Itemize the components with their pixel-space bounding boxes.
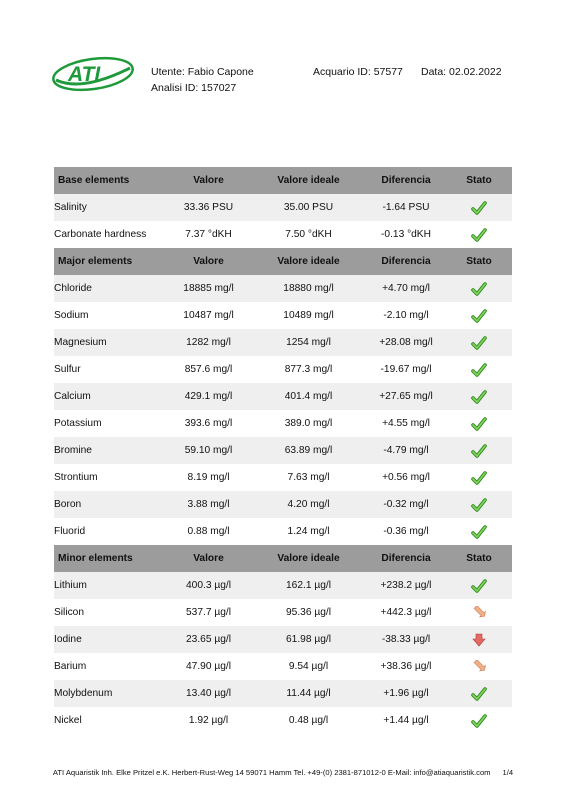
- difference-value: -2.10 mg/l: [366, 302, 446, 329]
- status-cell: [446, 329, 512, 356]
- status-cell: [446, 275, 512, 302]
- status-cell: [446, 194, 512, 221]
- element-name: Magnesium: [54, 329, 166, 356]
- difference-value: +238.2 µg/l: [366, 572, 446, 599]
- green-check-icon: [471, 715, 487, 726]
- table-row: [54, 329, 512, 356]
- status-cell: [446, 518, 512, 545]
- section-title: Major elements: [54, 248, 166, 275]
- element-name: Silicon: [54, 599, 166, 626]
- measured-value: 33.36 PSU: [166, 194, 251, 221]
- measured-value: 13.40 µg/l: [166, 680, 251, 707]
- measured-value: 400.3 µg/l: [166, 572, 251, 599]
- measured-value: 10487 mg/l: [166, 302, 251, 329]
- section-title: Base elements: [54, 167, 166, 194]
- difference-value: +38.36 µg/l: [366, 653, 446, 680]
- ideal-value: 0.48 µg/l: [251, 707, 366, 734]
- ideal-value: 10489 mg/l: [251, 302, 366, 329]
- measured-value: 7.37 °dKH: [166, 221, 251, 248]
- green-check-icon: [471, 310, 487, 321]
- table-row: [54, 194, 512, 221]
- difference-value: -0.13 °dKH: [366, 221, 446, 248]
- measured-value: 429.1 mg/l: [166, 383, 251, 410]
- ideal-value: 389.0 mg/l: [251, 410, 366, 437]
- element-name: Barium: [54, 653, 166, 680]
- orange-arrow-icon: [471, 661, 487, 672]
- table-row: [54, 383, 512, 410]
- element-name: Salinity: [54, 194, 166, 221]
- measured-value: 3.88 mg/l: [166, 491, 251, 518]
- ideal-value: 877.3 mg/l: [251, 356, 366, 383]
- element-name: Sodium: [54, 302, 166, 329]
- status-cell: [446, 707, 512, 734]
- element-name: Fluorid: [54, 518, 166, 545]
- difference-value: +28.08 mg/l: [366, 329, 446, 356]
- measured-value: 23.65 µg/l: [166, 626, 251, 653]
- status-cell: [446, 221, 512, 248]
- ideal-value: 4.20 mg/l: [251, 491, 366, 518]
- ideal-value: 7.50 °dKH: [251, 221, 366, 248]
- element-name: Boron: [54, 491, 166, 518]
- col-header-status: Stato: [446, 545, 512, 572]
- status-cell: [446, 383, 512, 410]
- measured-value: 537.7 µg/l: [166, 599, 251, 626]
- green-check-icon: [471, 391, 487, 402]
- table-row: [54, 518, 512, 545]
- element-name: Iodine: [54, 626, 166, 653]
- measured-value: 1.92 µg/l: [166, 707, 251, 734]
- difference-value: -38.33 µg/l: [366, 626, 446, 653]
- section-header-row: [54, 545, 512, 572]
- difference-value: -4.79 mg/l: [366, 437, 446, 464]
- green-check-icon: [471, 526, 487, 537]
- status-cell: [446, 599, 512, 626]
- difference-value: +27.65 mg/l: [366, 383, 446, 410]
- green-check-icon: [471, 688, 487, 699]
- col-header-value: Valore: [166, 167, 251, 194]
- ideal-value: 162.1 µg/l: [251, 572, 366, 599]
- col-header-status: Stato: [446, 167, 512, 194]
- section-header-row: [54, 167, 512, 194]
- ideal-value: 35.00 PSU: [251, 194, 366, 221]
- ideal-value: 11.44 µg/l: [251, 680, 366, 707]
- green-check-icon: [471, 229, 487, 240]
- ideal-value: 7.63 mg/l: [251, 464, 366, 491]
- element-name: Bromine: [54, 437, 166, 464]
- status-cell: [446, 491, 512, 518]
- difference-value: -0.32 mg/l: [366, 491, 446, 518]
- status-cell: [446, 302, 512, 329]
- status-cell: [446, 572, 512, 599]
- element-name: Chloride: [54, 275, 166, 302]
- logo-text: ATI: [68, 63, 101, 86]
- measured-value: 0.88 mg/l: [166, 518, 251, 545]
- table-row: [54, 302, 512, 329]
- footer: [0, 768, 566, 777]
- status-cell: [446, 626, 512, 653]
- status-cell: [446, 653, 512, 680]
- green-check-icon: [471, 445, 487, 456]
- col-header-difference: Diferencia: [366, 248, 446, 275]
- results-table: [54, 167, 512, 734]
- element-name: Lithium: [54, 572, 166, 599]
- measured-value: 857.6 mg/l: [166, 356, 251, 383]
- col-header-value: Valore: [166, 248, 251, 275]
- difference-value: +1.96 µg/l: [366, 680, 446, 707]
- table-row: [54, 464, 512, 491]
- element-name: Potassium: [54, 410, 166, 437]
- green-check-icon: [471, 499, 487, 510]
- difference-value: +4.70 mg/l: [366, 275, 446, 302]
- analysis-id: Analisi ID: 157027: [151, 82, 237, 94]
- measured-value: 1282 mg/l: [166, 329, 251, 356]
- section-title: Minor elements: [54, 545, 166, 572]
- green-check-icon: [471, 337, 487, 348]
- element-name: Strontium: [54, 464, 166, 491]
- difference-value: +1.44 µg/l: [366, 707, 446, 734]
- aquarium-id: Acquario ID: 57577: [313, 66, 403, 78]
- difference-value: +0.56 mg/l: [366, 464, 446, 491]
- difference-value: -19.67 mg/l: [366, 356, 446, 383]
- difference-value: +442.3 µg/l: [366, 599, 446, 626]
- status-cell: [446, 437, 512, 464]
- col-header-ideal: Valore ideale: [251, 248, 366, 275]
- red-down-arrow-icon: [471, 634, 487, 645]
- ideal-value: 1.24 mg/l: [251, 518, 366, 545]
- ideal-value: 1254 mg/l: [251, 329, 366, 356]
- section-header-row: [54, 248, 512, 275]
- ati-logo: [52, 54, 134, 94]
- element-name: Nickel: [54, 707, 166, 734]
- table-row: [54, 680, 512, 707]
- measured-value: 393.6 mg/l: [166, 410, 251, 437]
- status-cell: [446, 410, 512, 437]
- status-cell: [446, 680, 512, 707]
- page-number: 1/4: [502, 768, 514, 777]
- col-header-value: Valore: [166, 545, 251, 572]
- green-check-icon: [471, 283, 487, 294]
- green-check-icon: [471, 202, 487, 213]
- ideal-value: 95.36 µg/l: [251, 599, 366, 626]
- difference-value: -1.64 PSU: [366, 194, 446, 221]
- footer-text: ATI Aquaristik Inh. Elke Pritzel e.K. Herbert-Rust-Weg 14 59071 Hamm Tel. +49-(0) 2381-871012-0 E-Mail: info@atiaquaristik.com: [52, 768, 491, 777]
- ideal-value: 401.4 mg/l: [251, 383, 366, 410]
- analysis-date: Data: 02.02.2022: [421, 66, 502, 78]
- measured-value: 59.10 mg/l: [166, 437, 251, 464]
- table-row: [54, 491, 512, 518]
- user-label: Utente: Fabio Capone: [151, 66, 254, 78]
- table-row: [54, 275, 512, 302]
- col-header-difference: Diferencia: [366, 167, 446, 194]
- table-row: [54, 437, 512, 464]
- table-row: [54, 221, 512, 248]
- element-name: Sulfur: [54, 356, 166, 383]
- green-check-icon: [471, 472, 487, 483]
- status-cell: [446, 464, 512, 491]
- table-row: [54, 572, 512, 599]
- col-header-ideal: Valore ideale: [251, 545, 366, 572]
- table-row: [54, 653, 512, 680]
- status-cell: [446, 356, 512, 383]
- measured-value: 47.90 µg/l: [166, 653, 251, 680]
- col-header-difference: Diferencia: [366, 545, 446, 572]
- table-row: [54, 707, 512, 734]
- ideal-value: 61.98 µg/l: [251, 626, 366, 653]
- col-header-status: Stato: [446, 248, 512, 275]
- table-row: [54, 410, 512, 437]
- green-check-icon: [471, 418, 487, 429]
- table-row: [54, 599, 512, 626]
- ideal-value: 63.89 mg/l: [251, 437, 366, 464]
- ideal-value: 9.54 µg/l: [251, 653, 366, 680]
- measured-value: 8.19 mg/l: [166, 464, 251, 491]
- ideal-value: 18880 mg/l: [251, 275, 366, 302]
- orange-arrow-icon: [471, 607, 487, 618]
- element-name: Molybdenum: [54, 680, 166, 707]
- table-row: [54, 626, 512, 653]
- difference-value: -0.36 mg/l: [366, 518, 446, 545]
- green-check-icon: [471, 364, 487, 375]
- measured-value: 18885 mg/l: [166, 275, 251, 302]
- element-name: Carbonate hardness: [54, 221, 166, 248]
- table-row: [54, 356, 512, 383]
- element-name: Calcium: [54, 383, 166, 410]
- green-check-icon: [471, 580, 487, 591]
- difference-value: +4.55 mg/l: [366, 410, 446, 437]
- col-header-ideal: Valore ideale: [251, 167, 366, 194]
